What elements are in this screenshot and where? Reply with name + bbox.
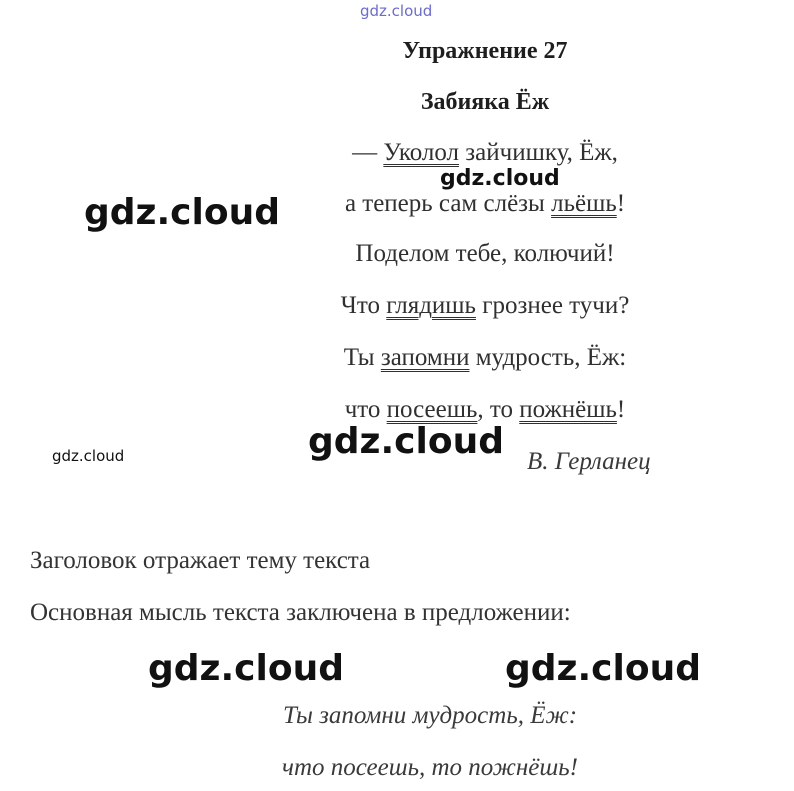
watermark-bottom-right: gdz.cloud xyxy=(505,648,701,689)
poem-text: зайчишку, Ёж, xyxy=(459,139,618,166)
poem-text: , то xyxy=(477,396,520,423)
answer-line-1: Заголовок отражает тему текста xyxy=(30,547,371,574)
answer-quote-1: Ты запомни мудрость, Ёж: xyxy=(282,702,578,729)
poem-author: В. Герланец xyxy=(527,448,651,475)
watermark-center-large: gdz.cloud xyxy=(308,421,504,462)
predicate-word: посеешь xyxy=(386,396,478,423)
poem-line-6 xyxy=(0,396,794,424)
poem-line-4 xyxy=(0,292,794,320)
exercise-title: Упражнение 27 xyxy=(402,38,568,64)
predicate-word: глядишь xyxy=(386,292,476,319)
answer-quote-2: что посеешь, то пожнёшь! xyxy=(282,754,578,781)
predicate-word: Уколол xyxy=(383,139,460,166)
predicate-word: пожнёшь xyxy=(519,396,617,423)
poem-title: Забияка Ёж xyxy=(420,89,550,115)
poem-text: что xyxy=(344,396,387,423)
predicate-word: льёшь xyxy=(551,190,617,217)
poem-text: ! xyxy=(616,396,626,423)
poem-line-3: Поделом тебе, колючий! xyxy=(355,240,615,267)
poem-text: ! xyxy=(616,190,626,217)
poem-text: а теперь сам слёзы xyxy=(344,190,552,217)
watermark-bottom-left: gdz.cloud xyxy=(148,648,344,689)
poem-text: мудрость, Ёж: xyxy=(469,344,627,371)
watermark-left-large: gdz.cloud xyxy=(84,192,280,233)
watermark-mid-right: gdz.cloud xyxy=(440,166,560,191)
poem-line-5 xyxy=(0,344,794,372)
watermark-top: gdz.cloud xyxy=(360,2,433,20)
predicate-word: запомни xyxy=(380,344,470,371)
poem-dash: — xyxy=(352,139,384,166)
watermark-left-small: gdz.cloud xyxy=(52,447,125,465)
poem-line-1 xyxy=(0,139,794,167)
poem-text: грознее тучи? xyxy=(475,292,630,319)
poem-text: Что xyxy=(340,292,387,319)
poem-text: Ты xyxy=(343,344,381,371)
answer-line-2: Основная мысль текста заключена в предложении: xyxy=(30,599,571,626)
